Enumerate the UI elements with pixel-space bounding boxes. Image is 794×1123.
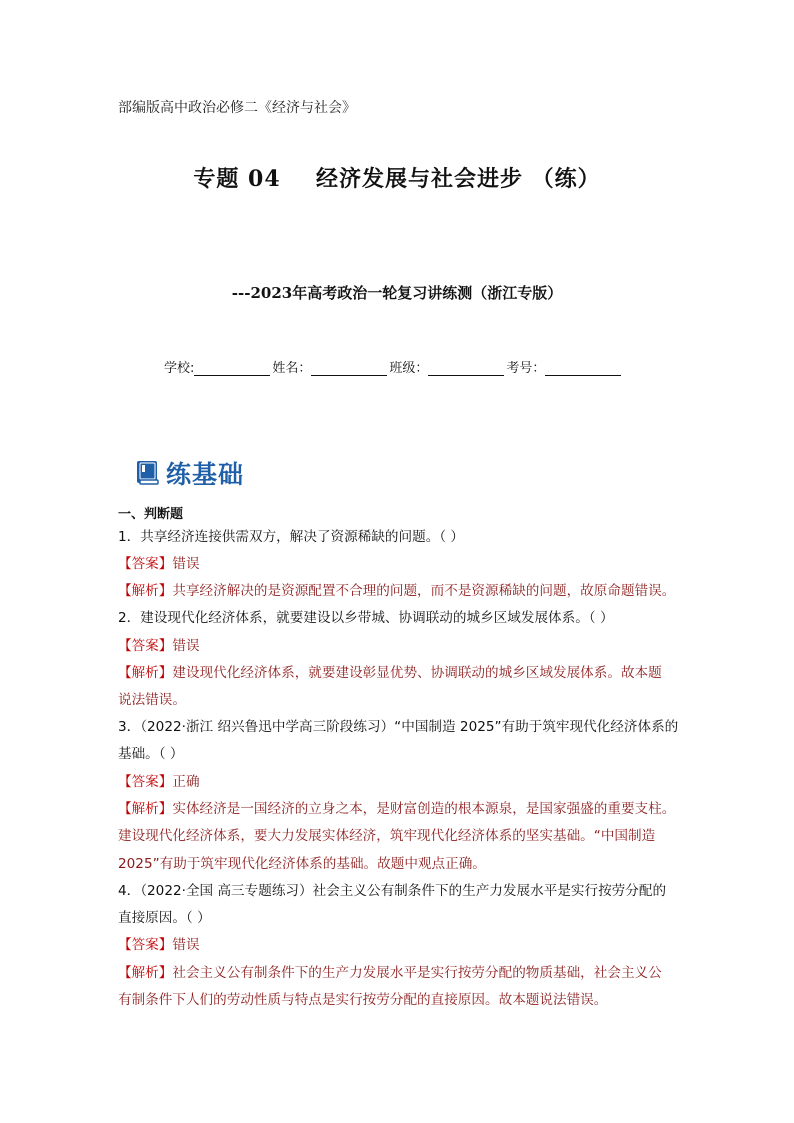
analysis-label: 【解析】 xyxy=(118,801,173,817)
question-3-stem-line-1: 3．（2022·浙江 绍兴鲁迅中学高三阶段练习）“中国制造 2025”有助于筑牢现代化经济体系的 xyxy=(118,719,679,735)
question-2-stem-line-1: 2．建设现代化经济体系，就要建设以乡带城、协调联动的城乡区域发展体系。（ ） xyxy=(118,610,614,626)
question-type-heading: 一、判断题 xyxy=(118,507,184,522)
subtitle: ---2023年高考政治一轮复习讲练测（浙江专版） xyxy=(231,284,563,302)
analysis-line-1: 共享经济解决的是资源配置不合理的问题，而不是资源稀缺的问题，故原命题错误。 xyxy=(172,583,676,599)
question-4-stem-line-2: 直接原因。（ ） xyxy=(118,910,211,926)
analysis-line-1: 社会主义公有制条件下的生产力发展水平是实行按劳分配的物质基础，社会主义公 xyxy=(172,965,662,981)
question-3-analysis-line-2: 建设现代化经济体系，要大力发展实体经济，筑牢现代化经济体系的坚实基础。“中国制造 xyxy=(118,828,656,844)
question-2-answer xyxy=(118,638,200,654)
title-prefix: 专题 xyxy=(193,167,240,192)
book-icon xyxy=(136,460,160,486)
subject-line: 部编版高中政治必修二《经济与社会》 xyxy=(118,100,356,116)
answer-value: 正确 xyxy=(172,774,200,790)
question-3-analysis-line-3: 2025”有助于筑牢现代化经济体系的基础。故题中观点正确。 xyxy=(118,856,486,872)
question-4-analysis xyxy=(118,965,662,981)
question-4-analysis-line-2: 有制条件下人们的劳动性质与特点是实行按劳分配的直接原因。故本题说法错误。 xyxy=(118,992,608,1008)
section-heading xyxy=(136,455,244,491)
exam-no-field[interactable] xyxy=(545,363,621,376)
analysis-line-1: 实体经济是一国经济的立身之本，是财富创造的根本源泉，是国家强盛的重要支柱。 xyxy=(172,801,676,817)
answer-label: 【答案】 xyxy=(118,937,173,953)
question-3-stem-line-2: 基础。（ ） xyxy=(118,746,184,762)
analysis-line-1: 建设现代化经济体系，就要建设彰显优势、协调联动的城乡区域发展体系。故本题 xyxy=(172,665,662,681)
question-1-answer xyxy=(118,556,200,572)
answer-value: 错误 xyxy=(172,937,200,953)
title-main: 经济发展与社会进步 （练） xyxy=(315,167,601,192)
answer-label: 【答案】 xyxy=(118,774,173,790)
question-3-analysis xyxy=(118,801,675,817)
question-3-answer xyxy=(118,774,200,790)
analysis-label: 【解析】 xyxy=(118,965,173,981)
question-1-stem-line-1: 1．共享经济连接供需双方，解决了资源稀缺的问题。（ ） xyxy=(118,529,465,545)
class-field[interactable] xyxy=(428,363,504,376)
answer-label: 【答案】 xyxy=(118,638,173,654)
school-label: 学校: xyxy=(164,361,195,376)
name-label: 姓名： xyxy=(272,361,312,376)
page-title xyxy=(0,162,794,193)
answer-value: 错误 xyxy=(172,638,200,654)
answer-label: 【答案】 xyxy=(118,556,173,572)
class-label: 班级： xyxy=(389,361,429,376)
question-2-analysis-line-2: 说法错误。 xyxy=(118,692,186,708)
title-number: 04 xyxy=(248,166,281,192)
question-4-answer xyxy=(118,937,200,953)
exam-no-label: 考号： xyxy=(506,361,546,376)
section-title: 练基础 xyxy=(166,460,245,489)
student-info-row xyxy=(164,357,623,376)
school-field[interactable] xyxy=(194,363,270,376)
question-4-stem-line-1: 4．（2022·全国 高三专题练习）社会主义公有制条件下的生产力发展水平是实行按劳分配的 xyxy=(118,883,667,899)
question-2-analysis xyxy=(118,665,662,681)
name-field[interactable] xyxy=(311,363,387,376)
analysis-label: 【解析】 xyxy=(118,583,173,599)
analysis-label: 【解析】 xyxy=(118,665,173,681)
question-1-analysis xyxy=(118,583,675,599)
answer-value: 错误 xyxy=(172,556,200,572)
